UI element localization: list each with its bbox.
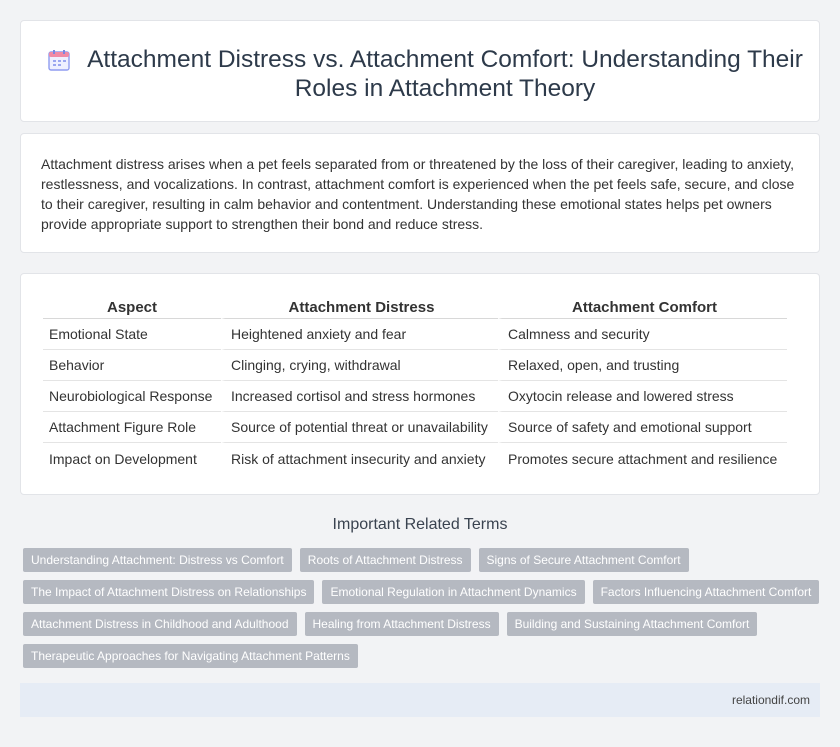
site-credit[interactable]: relationdif.com	[731, 693, 810, 707]
table-header-row	[43, 297, 787, 319]
table-cell: Source of safety and emotional support	[498, 412, 787, 443]
table-cell: Source of potential threat or unavailability	[221, 412, 498, 443]
related-term-link[interactable]: The Impact of Attachment Distress on Relationships	[23, 580, 314, 604]
table-cell: Attachment Figure Role	[43, 412, 221, 443]
table-cell: Emotional State	[43, 319, 221, 350]
related-term-link[interactable]: Building and Sustaining Attachment Comfort	[507, 612, 758, 636]
table-cell: Relaxed, open, and trusting	[498, 350, 787, 381]
comparison-table	[43, 297, 787, 474]
page-title: Attachment Distress vs. Attachment Comfort: Understanding Their Roles in Attachment Theory	[87, 46, 803, 102]
table-row	[43, 412, 787, 443]
related-term-link[interactable]: Roots of Attachment Distress	[300, 548, 471, 572]
related-term-link[interactable]: Emotional Regulation in Attachment Dynamics	[322, 580, 584, 604]
column-header-comfort: Attachment Comfort	[498, 297, 787, 319]
comparison-card	[20, 273, 820, 495]
table-cell: Clinging, crying, withdrawal	[221, 350, 498, 381]
related-terms-list	[23, 548, 823, 668]
table-cell: Increased cortisol and stress hormones	[221, 381, 498, 412]
related-term-link[interactable]: Attachment Distress in Childhood and Adulthood	[23, 612, 297, 636]
table-row	[43, 381, 787, 412]
related-term-link[interactable]: Understanding Attachment: Distress vs Comfort	[23, 548, 292, 572]
related-term-link[interactable]: Signs of Secure Attachment Comfort	[479, 548, 689, 572]
related-term-link[interactable]: Therapeutic Approaches for Navigating Attachment Patterns	[23, 644, 358, 668]
header-card	[20, 20, 820, 122]
table-cell: Calmness and security	[498, 319, 787, 350]
table-cell: Impact on Development	[49, 450, 197, 467]
related-term-link[interactable]: Factors Influencing Attachment Comfort	[593, 580, 820, 604]
column-header-aspect: Aspect	[43, 297, 221, 319]
footer	[20, 683, 820, 717]
table-row	[43, 443, 787, 474]
table-cell: Risk of attachment insecurity and anxiety	[221, 443, 498, 474]
table-cell: Neurobiological Response	[43, 381, 221, 412]
table-cell: Oxytocin release and lowered stress	[498, 381, 787, 412]
intro-card	[20, 133, 820, 253]
column-header-distress: Attachment Distress	[221, 297, 498, 319]
related-term-link[interactable]: Healing from Attachment Distress	[305, 612, 499, 636]
table-row	[43, 319, 787, 350]
table-cell: Behavior	[43, 350, 221, 381]
calendar-icon	[48, 49, 70, 71]
table-cell: Promotes secure attachment and resilience	[498, 443, 787, 474]
table-cell: Heightened anxiety and fear	[221, 319, 498, 350]
table-row	[43, 350, 787, 381]
related-terms-heading: Important Related Terms	[332, 516, 508, 533]
intro-paragraph: Attachment distress arises when a pet feels separated from or threatened by the loss of their caregiver, leading to anxiety, restlessness, and vocalizations. In contrast, attachment comfort is experienced when the pet feels safe, secure, and close to their caregiver, resulting in calm behavior and contentment. Understanding these emotional states helps pet owners provide appropriate support to strengthen their bond and reduce stress.	[41, 156, 795, 232]
